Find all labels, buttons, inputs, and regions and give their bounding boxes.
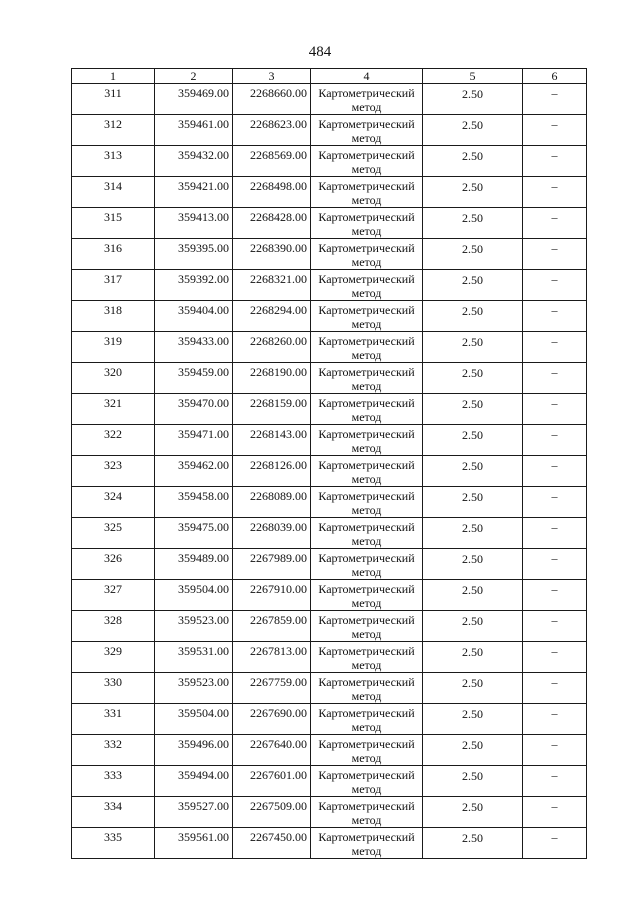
point-number-cell: 316 bbox=[72, 239, 155, 270]
x-coordinate-cell: 359421.00 bbox=[155, 177, 233, 208]
method-line-1: Картометрический bbox=[318, 272, 415, 286]
note-cell: – bbox=[523, 797, 587, 828]
note-cell: – bbox=[523, 611, 587, 642]
method-line-1: Картометрический bbox=[318, 86, 415, 100]
accuracy-cell: 2.50 bbox=[423, 487, 523, 518]
method-line-1: Картометрический bbox=[318, 365, 415, 379]
note-cell: – bbox=[523, 84, 587, 115]
x-coordinate-cell: 359523.00 bbox=[155, 611, 233, 642]
accuracy-cell: 2.50 bbox=[423, 394, 523, 425]
point-number-cell: 333 bbox=[72, 766, 155, 797]
table-row bbox=[72, 766, 587, 797]
method-line-1: Картометрический bbox=[318, 148, 415, 162]
method-cell bbox=[311, 642, 423, 673]
table-row bbox=[72, 828, 587, 859]
method-line-2: метод bbox=[351, 658, 382, 672]
method-cell bbox=[311, 208, 423, 239]
method-line-1: Картометрический bbox=[318, 489, 415, 503]
method-line-2: метод bbox=[351, 317, 382, 331]
method-line-2: метод bbox=[351, 410, 382, 424]
x-coordinate-cell: 359561.00 bbox=[155, 828, 233, 859]
method-cell bbox=[311, 766, 423, 797]
point-number-cell: 332 bbox=[72, 735, 155, 766]
method-cell bbox=[311, 115, 423, 146]
accuracy-cell: 2.50 bbox=[423, 115, 523, 146]
method-line-2: метод bbox=[351, 534, 382, 548]
table-row bbox=[72, 363, 587, 394]
note-cell: – bbox=[523, 704, 587, 735]
note-cell: – bbox=[523, 239, 587, 270]
method-line-1: Картометрический bbox=[318, 179, 415, 193]
y-coordinate-cell: 2267859.00 bbox=[233, 611, 311, 642]
method-line-1: Картометрический bbox=[318, 210, 415, 224]
column-header: 1 bbox=[72, 69, 155, 84]
x-coordinate-cell: 359461.00 bbox=[155, 115, 233, 146]
x-coordinate-cell: 359395.00 bbox=[155, 239, 233, 270]
method-line-2: метод bbox=[351, 255, 382, 269]
table-row bbox=[72, 797, 587, 828]
y-coordinate-cell: 2268159.00 bbox=[233, 394, 311, 425]
method-cell bbox=[311, 704, 423, 735]
y-coordinate-cell: 2267601.00 bbox=[233, 766, 311, 797]
note-cell: – bbox=[523, 456, 587, 487]
method-line-1: Картометрический bbox=[318, 117, 415, 131]
y-coordinate-cell: 2267989.00 bbox=[233, 549, 311, 580]
method-line-1: Картометрический bbox=[318, 675, 415, 689]
note-cell: – bbox=[523, 208, 587, 239]
table-row bbox=[72, 394, 587, 425]
accuracy-cell: 2.50 bbox=[423, 456, 523, 487]
note-cell: – bbox=[523, 549, 587, 580]
x-coordinate-cell: 359462.00 bbox=[155, 456, 233, 487]
accuracy-cell: 2.50 bbox=[423, 735, 523, 766]
method-line-1: Картометрический bbox=[318, 799, 415, 813]
y-coordinate-cell: 2268260.00 bbox=[233, 332, 311, 363]
point-number-cell: 313 bbox=[72, 146, 155, 177]
point-number-cell: 330 bbox=[72, 673, 155, 704]
note-cell: – bbox=[523, 146, 587, 177]
note-cell: – bbox=[523, 673, 587, 704]
table-row bbox=[72, 735, 587, 766]
x-coordinate-cell: 359458.00 bbox=[155, 487, 233, 518]
method-line-1: Картометрический bbox=[318, 303, 415, 317]
x-coordinate-cell: 359471.00 bbox=[155, 425, 233, 456]
method-line-2: метод bbox=[351, 162, 382, 176]
accuracy-cell: 2.50 bbox=[423, 270, 523, 301]
table-row bbox=[72, 332, 587, 363]
accuracy-cell: 2.50 bbox=[423, 177, 523, 208]
table-row bbox=[72, 580, 587, 611]
x-coordinate-cell: 359469.00 bbox=[155, 84, 233, 115]
point-number-cell: 317 bbox=[72, 270, 155, 301]
point-number-cell: 312 bbox=[72, 115, 155, 146]
method-line-2: метод bbox=[351, 565, 382, 579]
accuracy-cell: 2.50 bbox=[423, 580, 523, 611]
table-row bbox=[72, 642, 587, 673]
header-row bbox=[72, 69, 587, 84]
y-coordinate-cell: 2268428.00 bbox=[233, 208, 311, 239]
method-line-2: метод bbox=[351, 472, 382, 486]
y-coordinate-cell: 2268390.00 bbox=[233, 239, 311, 270]
method-cell bbox=[311, 456, 423, 487]
coordinates-table bbox=[71, 68, 587, 859]
accuracy-cell: 2.50 bbox=[423, 239, 523, 270]
method-cell bbox=[311, 518, 423, 549]
x-coordinate-cell: 359413.00 bbox=[155, 208, 233, 239]
method-line-2: метод bbox=[351, 348, 382, 362]
table-row bbox=[72, 301, 587, 332]
method-line-1: Картометрический bbox=[318, 644, 415, 658]
accuracy-cell: 2.50 bbox=[423, 797, 523, 828]
accuracy-cell: 2.50 bbox=[423, 704, 523, 735]
method-line-2: метод bbox=[351, 720, 382, 734]
note-cell: – bbox=[523, 487, 587, 518]
column-header: 4 bbox=[311, 69, 423, 84]
method-line-2: метод bbox=[351, 503, 382, 517]
note-cell: – bbox=[523, 301, 587, 332]
method-cell bbox=[311, 394, 423, 425]
point-number-cell: 328 bbox=[72, 611, 155, 642]
table-row bbox=[72, 704, 587, 735]
method-line-1: Картометрический bbox=[318, 613, 415, 627]
note-cell: – bbox=[523, 425, 587, 456]
table-row bbox=[72, 487, 587, 518]
accuracy-cell: 2.50 bbox=[423, 518, 523, 549]
note-cell: – bbox=[523, 115, 587, 146]
x-coordinate-cell: 359531.00 bbox=[155, 642, 233, 673]
method-line-1: Картометрический bbox=[318, 768, 415, 782]
point-number-cell: 325 bbox=[72, 518, 155, 549]
point-number-cell: 311 bbox=[72, 84, 155, 115]
x-coordinate-cell: 359496.00 bbox=[155, 735, 233, 766]
method-cell bbox=[311, 611, 423, 642]
accuracy-cell: 2.50 bbox=[423, 146, 523, 177]
column-header: 3 bbox=[233, 69, 311, 84]
method-line-1: Картометрический bbox=[318, 551, 415, 565]
y-coordinate-cell: 2267813.00 bbox=[233, 642, 311, 673]
note-cell: – bbox=[523, 332, 587, 363]
accuracy-cell: 2.50 bbox=[423, 766, 523, 797]
point-number-cell: 318 bbox=[72, 301, 155, 332]
note-cell: – bbox=[523, 394, 587, 425]
y-coordinate-cell: 2268660.00 bbox=[233, 84, 311, 115]
method-cell bbox=[311, 177, 423, 208]
method-line-1: Картометрический bbox=[318, 830, 415, 844]
method-cell bbox=[311, 487, 423, 518]
method-cell bbox=[311, 270, 423, 301]
point-number-cell: 327 bbox=[72, 580, 155, 611]
x-coordinate-cell: 359459.00 bbox=[155, 363, 233, 394]
y-coordinate-cell: 2268321.00 bbox=[233, 270, 311, 301]
point-number-cell: 314 bbox=[72, 177, 155, 208]
method-cell bbox=[311, 301, 423, 332]
table-row bbox=[72, 270, 587, 301]
table-row bbox=[72, 115, 587, 146]
note-cell: – bbox=[523, 580, 587, 611]
x-coordinate-cell: 359489.00 bbox=[155, 549, 233, 580]
accuracy-cell: 2.50 bbox=[423, 425, 523, 456]
method-line-2: метод bbox=[351, 627, 382, 641]
point-number-cell: 331 bbox=[72, 704, 155, 735]
method-cell bbox=[311, 425, 423, 456]
method-line-2: метод bbox=[351, 751, 382, 765]
y-coordinate-cell: 2267910.00 bbox=[233, 580, 311, 611]
column-header: 5 bbox=[423, 69, 523, 84]
x-coordinate-cell: 359504.00 bbox=[155, 580, 233, 611]
table-row bbox=[72, 146, 587, 177]
method-cell bbox=[311, 239, 423, 270]
method-line-2: метод bbox=[351, 844, 382, 858]
method-line-1: Картометрический bbox=[318, 520, 415, 534]
method-cell bbox=[311, 735, 423, 766]
page-number: 484 bbox=[308, 44, 332, 60]
point-number-cell: 324 bbox=[72, 487, 155, 518]
method-line-2: метод bbox=[351, 596, 382, 610]
method-cell bbox=[311, 146, 423, 177]
method-cell bbox=[311, 828, 423, 859]
point-number-cell: 319 bbox=[72, 332, 155, 363]
x-coordinate-cell: 359527.00 bbox=[155, 797, 233, 828]
point-number-cell: 329 bbox=[72, 642, 155, 673]
method-cell bbox=[311, 797, 423, 828]
method-cell bbox=[311, 84, 423, 115]
point-number-cell: 323 bbox=[72, 456, 155, 487]
note-cell: – bbox=[523, 363, 587, 394]
y-coordinate-cell: 2268143.00 bbox=[233, 425, 311, 456]
method-cell bbox=[311, 549, 423, 580]
accuracy-cell: 2.50 bbox=[423, 642, 523, 673]
method-line-2: метод bbox=[351, 131, 382, 145]
method-line-1: Картометрический bbox=[318, 334, 415, 348]
point-number-cell: 326 bbox=[72, 549, 155, 580]
y-coordinate-cell: 2268294.00 bbox=[233, 301, 311, 332]
method-line-2: метод bbox=[351, 100, 382, 114]
method-cell bbox=[311, 673, 423, 704]
point-number-cell: 320 bbox=[72, 363, 155, 394]
table-row bbox=[72, 177, 587, 208]
note-cell: – bbox=[523, 828, 587, 859]
accuracy-cell: 2.50 bbox=[423, 84, 523, 115]
method-line-2: метод bbox=[351, 689, 382, 703]
x-coordinate-cell: 359470.00 bbox=[155, 394, 233, 425]
method-line-1: Картометрический bbox=[318, 458, 415, 472]
y-coordinate-cell: 2268089.00 bbox=[233, 487, 311, 518]
method-line-1: Картометрический bbox=[318, 427, 415, 441]
table-row bbox=[72, 425, 587, 456]
y-coordinate-cell: 2268569.00 bbox=[233, 146, 311, 177]
note-cell: – bbox=[523, 642, 587, 673]
y-coordinate-cell: 2268039.00 bbox=[233, 518, 311, 549]
column-header: 2 bbox=[155, 69, 233, 84]
method-line-1: Картометрический bbox=[318, 737, 415, 751]
note-cell: – bbox=[523, 766, 587, 797]
table-row bbox=[72, 611, 587, 642]
method-line-2: метод bbox=[351, 441, 382, 455]
note-cell: – bbox=[523, 177, 587, 208]
column-header: 6 bbox=[523, 69, 587, 84]
note-cell: – bbox=[523, 518, 587, 549]
method-line-2: метод bbox=[351, 224, 382, 238]
point-number-cell: 322 bbox=[72, 425, 155, 456]
accuracy-cell: 2.50 bbox=[423, 332, 523, 363]
table-row bbox=[72, 456, 587, 487]
method-line-2: метод bbox=[351, 813, 382, 827]
method-cell bbox=[311, 332, 423, 363]
note-cell: – bbox=[523, 735, 587, 766]
x-coordinate-cell: 359392.00 bbox=[155, 270, 233, 301]
table-row bbox=[72, 208, 587, 239]
method-line-2: метод bbox=[351, 782, 382, 796]
table-row bbox=[72, 549, 587, 580]
y-coordinate-cell: 2268126.00 bbox=[233, 456, 311, 487]
point-number-cell: 321 bbox=[72, 394, 155, 425]
method-line-2: метод bbox=[351, 379, 382, 393]
x-coordinate-cell: 359504.00 bbox=[155, 704, 233, 735]
table-row bbox=[72, 518, 587, 549]
y-coordinate-cell: 2268623.00 bbox=[233, 115, 311, 146]
x-coordinate-cell: 359494.00 bbox=[155, 766, 233, 797]
y-coordinate-cell: 2267450.00 bbox=[233, 828, 311, 859]
x-coordinate-cell: 359404.00 bbox=[155, 301, 233, 332]
method-line-1: Картометрический bbox=[318, 396, 415, 410]
accuracy-cell: 2.50 bbox=[423, 828, 523, 859]
y-coordinate-cell: 2268190.00 bbox=[233, 363, 311, 394]
y-coordinate-cell: 2268498.00 bbox=[233, 177, 311, 208]
y-coordinate-cell: 2267690.00 bbox=[233, 704, 311, 735]
accuracy-cell: 2.50 bbox=[423, 673, 523, 704]
y-coordinate-cell: 2267640.00 bbox=[233, 735, 311, 766]
x-coordinate-cell: 359523.00 bbox=[155, 673, 233, 704]
method-line-2: метод bbox=[351, 286, 382, 300]
method-cell bbox=[311, 580, 423, 611]
accuracy-cell: 2.50 bbox=[423, 611, 523, 642]
table-row bbox=[72, 84, 587, 115]
y-coordinate-cell: 2267509.00 bbox=[233, 797, 311, 828]
accuracy-cell: 2.50 bbox=[423, 549, 523, 580]
x-coordinate-cell: 359475.00 bbox=[155, 518, 233, 549]
accuracy-cell: 2.50 bbox=[423, 301, 523, 332]
accuracy-cell: 2.50 bbox=[423, 363, 523, 394]
note-cell: – bbox=[523, 270, 587, 301]
table-row bbox=[72, 239, 587, 270]
method-line-1: Картометрический bbox=[318, 582, 415, 596]
x-coordinate-cell: 359433.00 bbox=[155, 332, 233, 363]
method-line-1: Картометрический bbox=[318, 241, 415, 255]
method-line-2: метод bbox=[351, 193, 382, 207]
y-coordinate-cell: 2267759.00 bbox=[233, 673, 311, 704]
point-number-cell: 335 bbox=[72, 828, 155, 859]
accuracy-cell: 2.50 bbox=[423, 208, 523, 239]
x-coordinate-cell: 359432.00 bbox=[155, 146, 233, 177]
table-row bbox=[72, 673, 587, 704]
point-number-cell: 315 bbox=[72, 208, 155, 239]
point-number-cell: 334 bbox=[72, 797, 155, 828]
method-line-1: Картометрический bbox=[318, 706, 415, 720]
method-cell bbox=[311, 363, 423, 394]
